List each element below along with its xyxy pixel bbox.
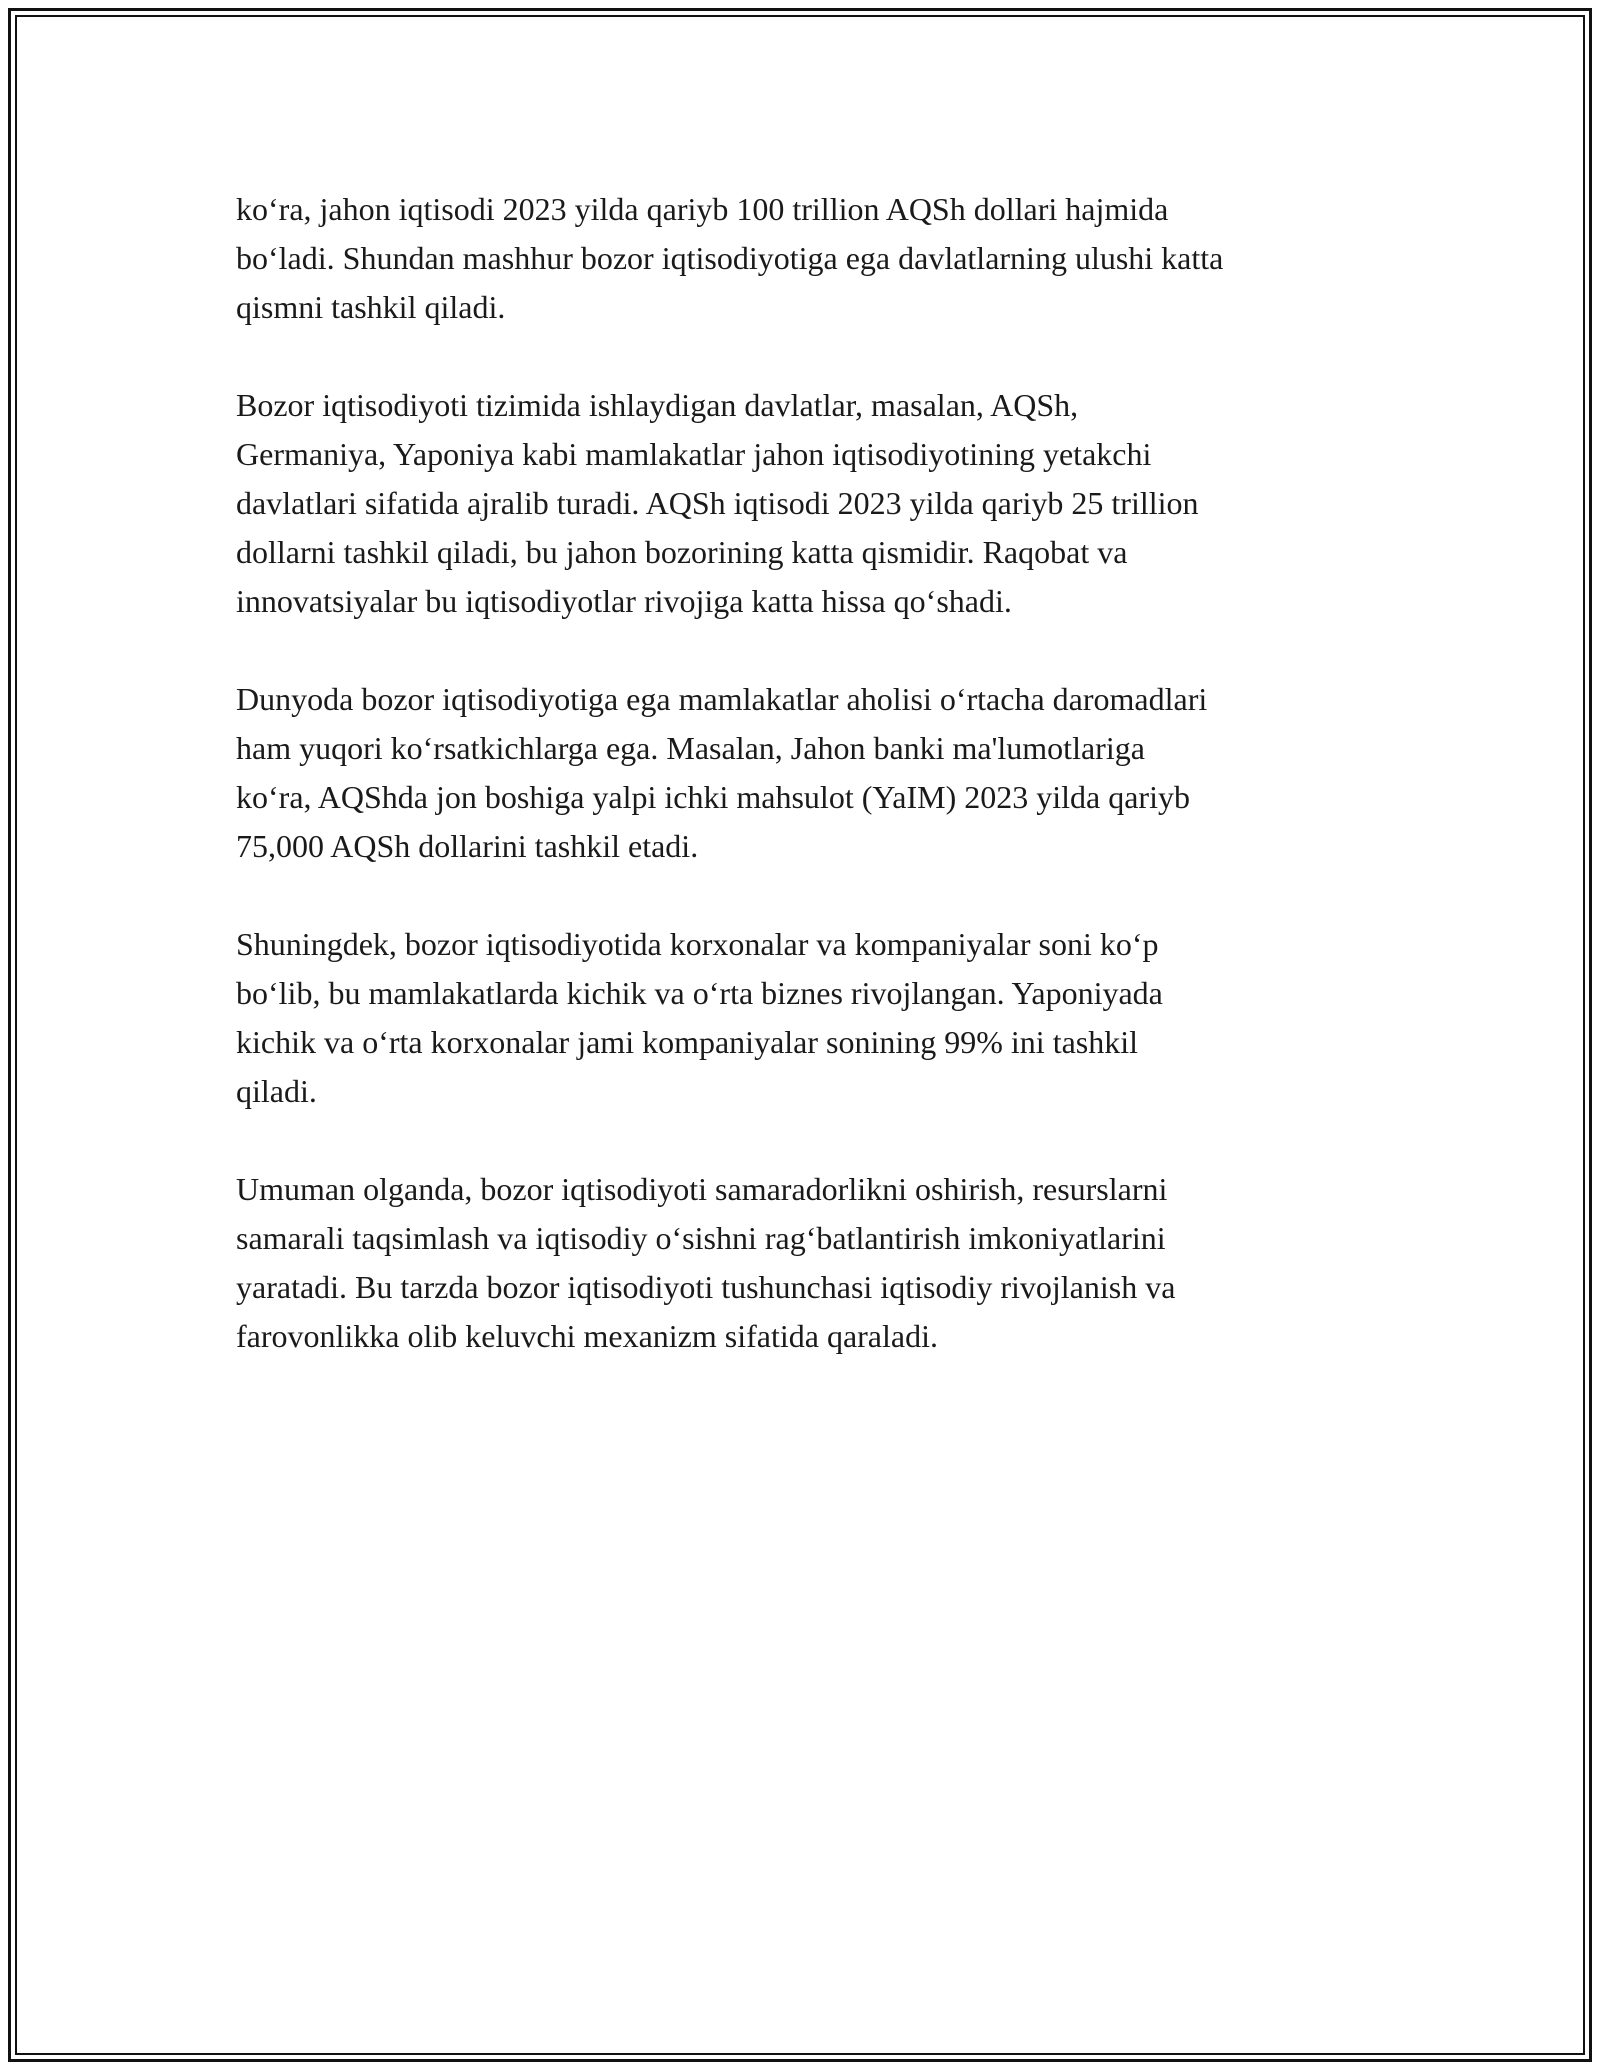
text-line: 75,000 AQSh dollarini tashkil etadi. xyxy=(236,828,699,864)
text-line: ham yuqori ko‘rsatkichlarga ega. Masalan, Jahon banki ma'lumotlariga xyxy=(236,730,1145,766)
text-line: Umuman olganda, bozor iqtisodiyoti samaradorlikni oshirish, resurslarni xyxy=(236,1171,1168,1207)
text-line: samarali taqsimlash va iqtisodiy o‘sishni rag‘batlantirish imkoniyatlarini xyxy=(236,1220,1166,1256)
text-line: kichik va o‘rta korxonalar jami kompaniyalar sonining 99% ini tashkil xyxy=(236,1024,1139,1060)
text-line: davlatlari sifatida ajralib turadi. AQSh iqtisodi 2023 yilda qariyb 25 trillion xyxy=(236,485,1199,521)
text-line: bo‘ladi. Shundan mashhur bozor iqtisodiyotiga ega davlatlarning ulushi katta xyxy=(236,240,1224,276)
text-line: qismni tashkil qiladi. xyxy=(236,289,506,325)
text-line: qiladi. xyxy=(236,1073,317,1109)
text-line: Bozor iqtisodiyoti tizimida ishlaydigan davlatlar, masalan, AQSh, xyxy=(236,387,1079,423)
text-line: ko‘ra, AQShda jon boshiga yalpi ichki mahsulot (YaIM) 2023 yilda qariyb xyxy=(236,779,1190,815)
text-line: Germaniya, Yaponiya kabi mamlakatlar jahon iqtisodiyotining yetakchi xyxy=(236,436,1152,472)
paragraph-1 xyxy=(236,185,1386,332)
text-line: yaratadi. Bu tarzda bozor iqtisodiyoti tushunchasi iqtisodiy rivojlanish va xyxy=(236,1269,1176,1305)
text-line: Dunyoda bozor iqtisodiyotiga ega mamlakatlar aholisi o‘rtacha daromadlari xyxy=(236,681,1208,717)
paragraph-2 xyxy=(236,381,1386,626)
text-line: innovatsiyalar bu iqtisodiyotlar rivojiga katta hissa qo‘shadi. xyxy=(236,583,1012,619)
text-line: dollarni tashkil qiladi, bu jahon bozorining katta qismidir. Raqobat va xyxy=(236,534,1128,570)
text-line: bo‘lib, bu mamlakatlarda kichik va o‘rta biznes rivojlangan. Yaponiyada xyxy=(236,975,1163,1011)
paragraph-5 xyxy=(236,1165,1386,1361)
text-line: Shuningdek, bozor iqtisodiyotida korxonalar va kompaniyalar soni ko‘p xyxy=(236,926,1159,962)
text-line: farovonlikka olib keluvchi mexanizm sifatida qaraladi. xyxy=(236,1318,938,1354)
text-line: ko‘ra, jahon iqtisodi 2023 yilda qariyb 100 trillion AQSh dollari hajmida xyxy=(236,191,1169,227)
paragraph-3 xyxy=(236,675,1386,871)
paragraph-4 xyxy=(236,920,1386,1116)
document-body xyxy=(236,185,1386,1361)
